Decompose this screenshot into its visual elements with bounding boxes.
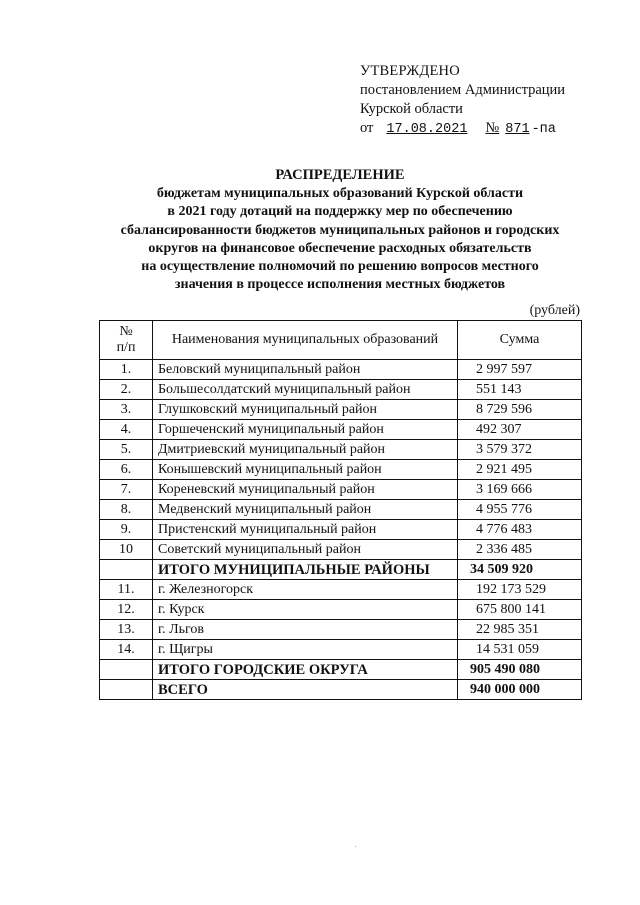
row-name: г. Щигры [153, 640, 458, 660]
row-num [100, 660, 153, 680]
approval-number: 871 [505, 122, 530, 137]
row-name: Горшеченский муниципальный район [153, 420, 458, 440]
row-num: 1. [100, 360, 153, 380]
row-name: Советский муниципальный район [153, 540, 458, 560]
row-sum: 3 169 666 [458, 480, 582, 500]
row-sum: 492 307 [458, 420, 582, 440]
row-sum: 940 000 000 [458, 680, 582, 700]
table-row [100, 600, 582, 620]
table-row [100, 540, 582, 560]
header-num: № п/п [100, 321, 153, 360]
table-row [100, 440, 582, 460]
table-row [100, 580, 582, 600]
heading-line: значения в процессе исполнения местных бюджетов [174, 277, 506, 293]
row-sum: 2 997 597 [458, 360, 582, 380]
table-total-row [100, 660, 582, 680]
heading-line: бюджетам муниципальных образований Курской области [156, 186, 524, 202]
approval-block [360, 62, 565, 139]
approval-line-1: постановлением Администрации [360, 82, 566, 98]
header-name: Наименования муниципальных образований [153, 321, 458, 360]
units-label: (рублей) [529, 303, 580, 318]
row-name: г. Железногорск [153, 580, 458, 600]
row-sum: 8 729 596 [458, 400, 582, 420]
row-name: г. Курск [153, 600, 458, 620]
heading-line: на осуществление полномочий по решению вопросов местного [141, 259, 539, 275]
row-sum: 905 490 080 [458, 660, 582, 680]
row-sum: 34 509 920 [458, 560, 582, 580]
table-row [100, 620, 582, 640]
row-sum: 551 143 [458, 380, 582, 400]
row-sum: 22 985 351 [458, 620, 582, 640]
row-num: 13. [100, 620, 153, 640]
document-heading [80, 166, 600, 294]
row-name: ВСЕГО [153, 680, 458, 700]
table-row [100, 360, 582, 380]
row-name: ИТОГО ГОРОДСКИЕ ОКРУГА [153, 660, 458, 680]
row-name: Дмитриевский муниципальный район [153, 440, 458, 460]
row-num: 12. [100, 600, 153, 620]
table-total-row [100, 560, 582, 580]
from-label: от [360, 120, 374, 136]
row-num: 10 [100, 540, 153, 560]
row-num: 9. [100, 520, 153, 540]
heading-line: в 2021 году дотаций на поддержку мер по обеспечению [167, 204, 513, 220]
row-num: 14. [100, 640, 153, 660]
table-row [100, 480, 582, 500]
row-sum: 4 955 776 [458, 500, 582, 520]
heading-line: сбалансированности бюджетов муниципальных районов и городских [120, 222, 560, 238]
row-num: 3. [100, 400, 153, 420]
row-name: Кореневский муниципальный район [153, 480, 458, 500]
scan-speck [355, 846, 356, 847]
table-row [100, 500, 582, 520]
table-body [100, 360, 582, 700]
row-num: 4. [100, 420, 153, 440]
row-num: 7. [100, 480, 153, 500]
row-name: Глушковский муниципальный район [153, 400, 458, 420]
row-num: 11. [100, 580, 153, 600]
approval-line-2: Курской области [360, 101, 463, 117]
table-total-row [100, 680, 582, 700]
table-row [100, 640, 582, 660]
table-row [100, 520, 582, 540]
row-name: ИТОГО МУНИЦИПАЛЬНЫЕ РАЙОНЫ [153, 560, 458, 580]
row-sum: 192 173 529 [458, 580, 582, 600]
row-num [100, 680, 153, 700]
table-row [100, 400, 582, 420]
approval-date-line [360, 119, 565, 139]
row-sum: 14 531 059 [458, 640, 582, 660]
row-num: 2. [100, 380, 153, 400]
row-sum: 4 776 483 [458, 520, 582, 540]
row-name: Беловский муниципальный район [153, 360, 458, 380]
row-sum: 2 921 495 [458, 460, 582, 480]
table-header-row [100, 321, 582, 360]
approval-date: 17.08.2021 [386, 122, 468, 137]
approval-title: УТВЕРЖДЕНО [360, 63, 460, 79]
row-num: 5. [100, 440, 153, 460]
table-row [100, 380, 582, 400]
row-name: Медвенский муниципальный район [153, 500, 458, 520]
row-sum: 675 800 141 [458, 600, 582, 620]
document-title: РАСПРЕДЕЛЕНИЕ [275, 167, 405, 183]
table-row [100, 420, 582, 440]
row-sum: 2 336 485 [458, 540, 582, 560]
heading-line: округов на финансовое обеспечение расходных обязательств [148, 240, 532, 256]
row-num: 8. [100, 500, 153, 520]
number-label: № [485, 120, 500, 136]
row-sum: 3 579 372 [458, 440, 582, 460]
row-num: 6. [100, 460, 153, 480]
row-name: г. Льгов [153, 620, 458, 640]
row-name: Большесолдатский муниципальный район [153, 380, 458, 400]
header-sum: Сумма [458, 321, 582, 360]
row-num [100, 560, 153, 580]
distribution-table [99, 320, 582, 700]
row-name: Конышевский муниципальный район [153, 460, 458, 480]
approval-number-suffix: -па [531, 122, 556, 137]
row-name: Пристенский муниципальный район [153, 520, 458, 540]
table-row [100, 460, 582, 480]
